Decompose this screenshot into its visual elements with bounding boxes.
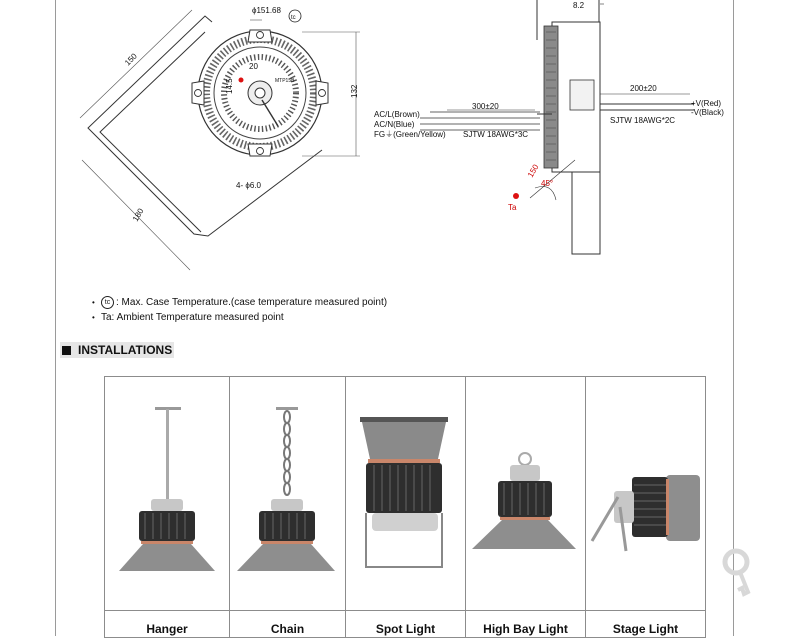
heatsink-side-view [537,0,694,254]
dim-132-label: 132 [350,84,359,98]
dim-14-5-label: 14.5 [225,78,234,94]
ac-l-label: AC/L(Brown) [374,110,420,119]
dim-150b-label: 150 [525,162,541,179]
fg-label: FG⏚(Green/Yellow) [374,130,446,139]
cable-ac-label: SJTW 18AWG*3C [463,130,529,139]
high-bay-illustration [466,377,585,609]
dim-8-2-label: 8.2 [573,1,585,10]
tc-note: • tc : Max. Case Temperature.(case temperature measured point) [92,297,388,308]
stage-light-illustration [586,377,705,609]
installations-table [104,376,706,638]
width-180-label: 180 [130,206,146,223]
install-label: High Bay Light [483,622,568,636]
install-label: Spot Light [375,622,436,636]
install-label: Hanger [146,622,188,636]
square-bullet-icon [62,346,71,355]
install-chain [230,377,346,637]
cable-dc-label: SJTW 18AWG*2C [610,116,676,125]
section-title: INSTALLATIONS [78,343,173,357]
len-300-label: 300±20 [472,102,499,111]
temperature-notes [92,295,387,325]
chain-illustration [230,377,345,609]
install-label: Stage Light [612,622,679,636]
install-hanger [105,377,230,637]
tc-circle-icon: tc [101,296,114,309]
spot-light-illustration [346,377,465,609]
angle-45-label: 45° [541,179,554,188]
hanger-illustration [105,377,229,609]
heatsink-top-view [192,30,328,156]
mechanical-drawing [0,0,785,290]
ta-label: Ta [508,203,517,212]
install-stage-light [586,377,705,637]
install-high-bay-light [466,377,586,637]
v-plus-label: +V(Red) [691,99,722,108]
ac-n-label: AC/N(Blue) [374,120,415,129]
tc-symbol: tc [291,15,296,21]
install-label: Chain [270,622,305,636]
v-minus-label: -V(Black) [691,108,724,117]
hole-label: 4- ϕ6.0 [236,181,261,190]
width-150-label: 150 [123,51,139,68]
ta-point [513,193,519,199]
install-spot-light [346,377,466,637]
ta-note: • Ta: Ambient Temperature measured point [92,312,284,323]
diameter-label: ϕ151.68 [252,6,281,15]
key-watermark-icon [722,548,782,598]
installations-header [60,342,174,358]
dim-20-label: 20 [249,62,258,71]
len-200-label: 200±20 [630,84,657,93]
nameplate-mark: MTP15B [275,78,295,84]
